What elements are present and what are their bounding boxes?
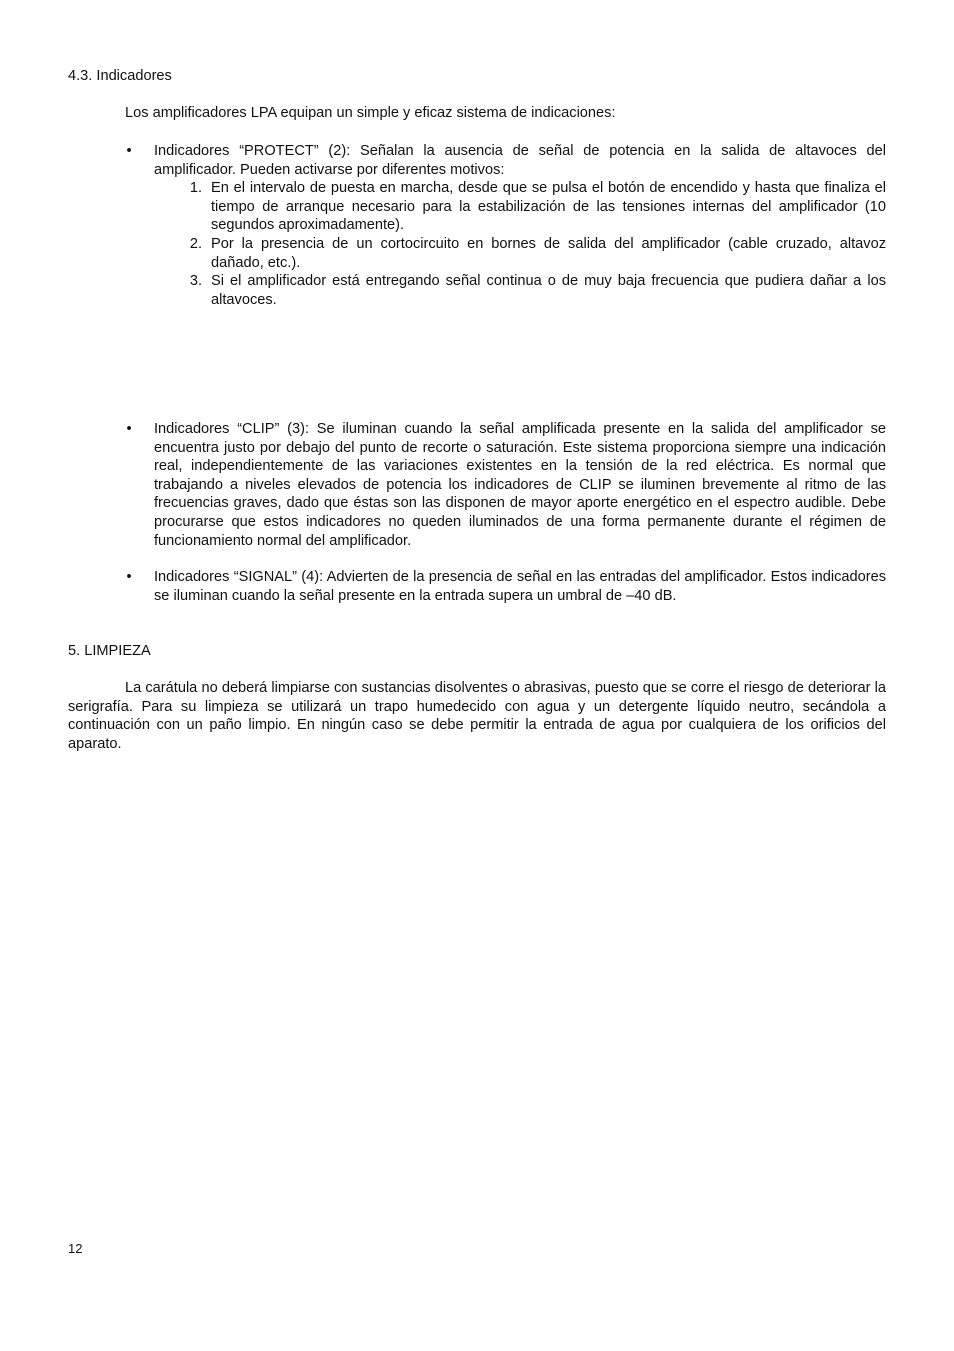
reason-number: 3. — [189, 273, 202, 290]
reason-text: En el intervalo de puesta en marcha, desde que se pulsa el botón de encendido y hasta que finaliza el tiempo de arranque necesario para la estabilización de las tensiones internas del amplificador (10 segundos aproximadamente). — [211, 180, 886, 234]
protect-bullet-list — [0, 142, 954, 309]
reason-text: Si el amplificador está entregando señal continua o de muy baja frecuencia que pudiera dañar a los altavoces. — [211, 273, 886, 308]
page-number: 12 — [68, 1241, 83, 1256]
signal-bullet-list — [0, 568, 954, 605]
list-item-protect — [0, 142, 954, 309]
intro-paragraph: Los amplificadores LPA equipan un simple y eficaz sistema de indicaciones: — [125, 105, 616, 121]
signal-description: Indicadores “SIGNAL” (4): Advierten de la presencia de señal en las entradas del amplificador. Estos indicadores se iluminan cuando la señal presente en la entrada supera un umbral de –40 dB. — [154, 569, 886, 604]
bullet-icon: • — [126, 569, 132, 585]
bullet-icon: • — [126, 421, 132, 437]
reason-number: 1. — [189, 180, 202, 197]
list-item-clip — [0, 420, 954, 550]
reason-text: Por la presencia de un cortocircuito en bornes de salida del amplificador (cable cruzado, altavoz dañado, etc.). — [211, 235, 886, 271]
list-item-signal — [0, 568, 954, 605]
reason-number: 2. — [189, 235, 202, 252]
list-item-reason — [154, 235, 886, 272]
section-heading-limpieza: 5. LIMPIEZA — [68, 643, 151, 659]
bullet-icon: • — [126, 143, 132, 159]
protect-description: Indicadores “PROTECT” (2): Señalan la ausencia de señal de potencia en la salida de altavoces del amplificador. Pueden activarse por diferentes motivos: — [154, 143, 886, 178]
list-item-reason — [154, 272, 886, 309]
protect-reasons-list — [154, 179, 886, 309]
clip-description: Indicadores “CLIP” (3): Se iluminan cuando la señal amplificada presente en la salida del amplificador se encuentra justo por debajo del punto de recorte o saturación. Este sistema proporciona siempre una indicación real, independientemente de las variaciones existentes en la tensión de la red eléctrica. Es normal que trabajando a niveles elevados de potencia los indicadores de CLIP se iluminen brevemente al ritmo de las frecuencias graves, dado que éstas son las disponen de mayor aporte energético en el espectro audible. Debe procurarse que estos indicadores no queden iluminados de una forma permanente durante el régimen de funcionamiento normal del amplificador. — [154, 421, 886, 549]
list-item-reason — [154, 179, 886, 235]
section-heading-indicadores: 4.3. Indicadores — [68, 68, 172, 84]
clip-bullet-list — [0, 420, 954, 550]
cleaning-paragraph: La carátula no deberá limpiarse con sustancias disolventes o abrasivas, puesto que se corre el riesgo de deteriorar la serigrafía. Para su limpieza se utilizará un trapo humedecido con agua y un detergente líquido neutro, secándola a continuación con un paño limpio. En ningún caso se debe permitir la entrada de agua por cualquiera de los orificios del aparato. — [68, 680, 886, 752]
